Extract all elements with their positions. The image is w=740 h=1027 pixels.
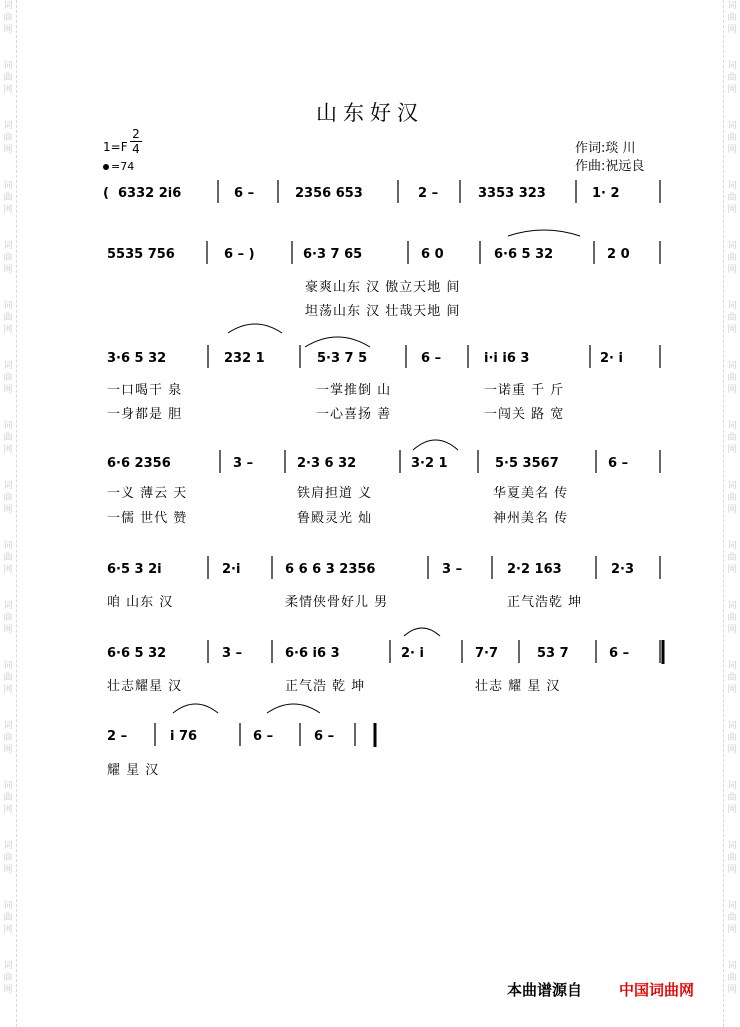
watermark-text: 词 曲 网 — [727, 181, 737, 215]
lyric-line: 华夏美名 传 — [493, 486, 569, 501]
note-group: 6 – — [609, 646, 630, 661]
note-group: 2· i — [600, 351, 623, 366]
lyricist-credit: 作词:琰 川 — [575, 141, 636, 156]
lyric-line: 豪爽山东 汉 傲立天地 间 — [305, 280, 461, 295]
lyric-line: 咱 山东 汉 — [107, 595, 174, 610]
note-group: 6 – — [608, 456, 629, 471]
note-group: 5·3 7 5 — [317, 351, 368, 366]
watermark-text: 词 曲 网 — [727, 841, 737, 875]
watermark-text: 词 曲 网 — [727, 901, 737, 935]
note-group: 3 – — [222, 646, 243, 661]
note-group: i·i i6 3 — [484, 351, 530, 366]
watermark-text: 词 曲 网 — [727, 781, 737, 815]
note-group: 7·7 — [475, 646, 499, 661]
watermark-text: 词 曲 网 — [3, 1, 13, 35]
note-group: 6 0 — [421, 247, 444, 262]
watermark-text: 词 曲 网 — [3, 181, 13, 215]
watermark-text: 词 曲 网 — [3, 541, 13, 575]
watermark-text: 词 曲 网 — [727, 721, 737, 755]
watermark-text: 词 曲 网 — [3, 361, 13, 395]
watermark-text: 词 曲 网 — [727, 121, 737, 155]
lyric-line: 铁肩担道 义 — [297, 486, 373, 501]
watermark-text: 词 曲 网 — [3, 301, 13, 335]
note-group: 2·3 — [611, 562, 635, 577]
lyric-line: 正气浩乾 坤 — [507, 595, 583, 610]
page-title: 山东好汉 — [316, 101, 424, 125]
slur-mark — [508, 230, 580, 236]
watermark-text: 词 曲 网 — [3, 841, 13, 875]
watermark-text: 词 曲 网 — [3, 781, 13, 815]
watermark-text: 词 曲 网 — [727, 361, 737, 395]
note-group: 2· i — [401, 646, 424, 661]
watermark-text: 词 曲 网 — [3, 601, 13, 635]
watermark-text: 词 曲 网 — [727, 541, 737, 575]
note-group: 6 – — [421, 351, 442, 366]
note-group: 6 – — [314, 729, 335, 744]
tempo-value: =74 — [111, 160, 135, 173]
note-group: 6 – — [234, 186, 255, 201]
note-group: 2 – — [107, 729, 128, 744]
lyric-line: 耀 星 汉 — [107, 763, 160, 778]
note-group: 2 0 — [607, 247, 630, 262]
watermark-text: 词 曲 网 — [727, 661, 737, 695]
lyric-line: 壮志耀星 汉 — [107, 679, 183, 694]
slur-mark — [267, 704, 320, 713]
slur-mark — [228, 324, 282, 333]
lyric-line: 一闯关 路 宽 — [484, 407, 565, 422]
watermark-text: 词 曲 网 — [727, 481, 737, 515]
watermark-text: 词 曲 网 — [3, 481, 13, 515]
note-group: 2356 653 — [295, 186, 363, 201]
lyric-line: 一儒 世代 赞 — [107, 511, 188, 526]
watermark-text: 词 曲 网 — [3, 661, 13, 695]
lyric-line: 壮志 耀 星 汉 — [475, 679, 561, 694]
watermark-text: 词 曲 网 — [727, 421, 737, 455]
note-group: 3·6 5 32 — [107, 351, 167, 366]
lyric-line: 一心喜扬 善 — [316, 407, 392, 422]
lyric-line: 一掌推倒 山 — [316, 383, 392, 398]
note-group: 6·6 2356 — [107, 456, 171, 471]
slur-mark — [305, 337, 370, 347]
lyric-line: 一口喝干 泉 — [107, 383, 183, 398]
note-group: 3353 323 — [478, 186, 546, 201]
note-group: 5535 756 — [107, 247, 175, 262]
source-site-link[interactable]: 中国词曲网 — [619, 981, 695, 999]
note-group: 6 6 6 3 2356 — [285, 562, 376, 577]
note-group: 2·i — [222, 562, 241, 577]
note-group: 6·6 5 32 — [107, 646, 167, 661]
note-group: i 76 — [170, 729, 198, 744]
note-group: 3·2 1 — [411, 456, 448, 471]
note-group: 5·5 3567 — [495, 456, 559, 471]
note-group: 3 – — [233, 456, 254, 471]
watermark-text: 词 曲 网 — [3, 901, 13, 935]
lyric-line: 一诺重 千 斤 — [484, 383, 565, 398]
time-signature-bottom: 4 — [132, 142, 140, 156]
slur-mark — [413, 440, 458, 450]
watermark-text: 词 曲 网 — [3, 421, 13, 455]
watermark-text: 词 曲 网 — [3, 121, 13, 155]
note-group: 6 – — [253, 729, 274, 744]
note-group: 2·2 163 — [507, 562, 562, 577]
watermark-text: 词 曲 网 — [727, 1, 737, 35]
watermark-text: 词 曲 网 — [727, 301, 737, 335]
note-group: 232 1 — [224, 351, 265, 366]
composer-credit: 作曲:祝远良 — [575, 159, 645, 174]
note-group: 2·3 6 32 — [297, 456, 357, 471]
note-group: 6 – ) — [224, 247, 255, 262]
watermark-text: 词 曲 网 — [727, 961, 737, 995]
slur-mark — [173, 704, 218, 713]
slur-mark — [404, 628, 440, 636]
note-group: 6332 2i6 — [118, 186, 182, 201]
note-group: 1· 2 — [592, 186, 620, 201]
lyric-line: 一义 薄云 天 — [107, 486, 188, 501]
source-label: 本曲谱源自 — [507, 981, 583, 999]
note-group: 6·6 5 32 — [494, 247, 554, 262]
lyric-line: 柔情侠骨好儿 男 — [285, 595, 389, 610]
watermark-text: 词 曲 网 — [3, 61, 13, 95]
lyric-line: 神州美名 传 — [493, 511, 569, 526]
note-group: 53 7 — [537, 646, 569, 661]
lyric-line: 一身都是 胆 — [107, 407, 183, 422]
watermark-text: 词 曲 网 — [727, 241, 737, 275]
watermark-text: 词 曲 网 — [3, 961, 13, 995]
note-group: 6·5 3 2i — [107, 562, 162, 577]
note-group: ( — [103, 186, 109, 201]
key-signature: 1=F — [103, 140, 128, 154]
note-group: 6·6 i6 3 — [285, 646, 340, 661]
note-group: 2 – — [418, 186, 439, 201]
time-signature-top: 2 — [132, 127, 140, 141]
watermark-text: 词 曲 网 — [727, 601, 737, 635]
watermark-text: 词 曲 网 — [727, 61, 737, 95]
note-group: 3 – — [442, 562, 463, 577]
lyric-line: 鲁殿灵光 灿 — [297, 511, 373, 526]
note-group: 6·3 7 65 — [303, 247, 363, 262]
watermark-text: 词 曲 网 — [3, 241, 13, 275]
lyric-line: 坦荡山东 汉 壮哉天地 间 — [305, 304, 461, 319]
lyric-line: 正气浩 乾 坤 — [285, 679, 366, 694]
watermark-text: 词 曲 网 — [3, 721, 13, 755]
